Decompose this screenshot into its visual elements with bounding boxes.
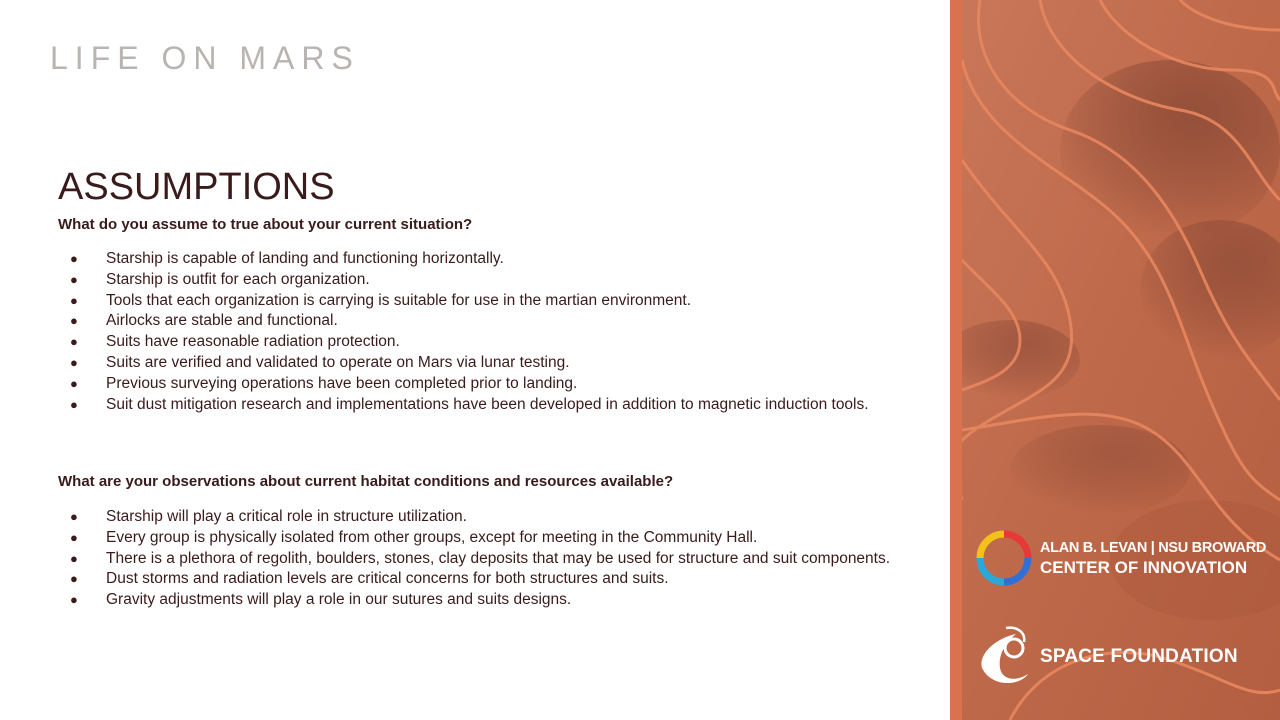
logo-line-1: ALAN B. LEVAN | NSU BROWARD [1040,540,1267,556]
list-item: ● Dust storms and radiation levels are critical concerns for both structures and suits. [58,569,908,590]
section-question: What are your observations about current habitat conditions and resources available? [58,473,674,490]
list-item: ● Tools that each organization is carrying is suitable for use in the martian environment. [58,291,908,312]
innovation-center-logo [976,530,1276,586]
page-title: ASSUMPTIONS [58,166,335,208]
list-item: ● Gravity adjustments will play a role in our sutures and suits designs. [58,590,908,611]
list-item: ● Starship is capable of landing and functioning horizontally. [58,249,908,270]
list-item: ● Airlocks are stable and functional. [58,311,908,332]
assumptions-list [58,249,908,415]
list-item: ● Previous surveying operations have been completed prior to landing. [58,374,908,395]
section-question: What do you assume to true about your current situation? [58,216,473,233]
logo-name: SPACE FOUNDATION [1040,646,1238,667]
orbit-swoosh-icon [976,624,1034,688]
space-foundation-logo [976,624,1276,688]
list-item: ● Every group is physically isolated from other groups, except for meeting in the Community Hall. [58,528,908,549]
mars-terrain-image [950,0,1280,720]
list-item: ● Suit dust mitigation research and implementations have been developed in addition to magnetic induction tools. [58,395,908,416]
list-item: ● Suits have reasonable radiation protection. [58,332,908,353]
brand-title: LIFE ON MARS [50,40,360,76]
mars-image-panel [950,0,1280,720]
list-item: ● There is a plethora of regolith, boulders, stones, clay deposits that may be used for structure and suit components. [58,549,908,570]
list-item: ● Starship is outfit for each organization. [58,270,908,291]
list-item: ● Starship will play a critical role in structure utilization. [58,507,908,528]
color-ring-icon [976,530,1032,586]
observations-list [58,507,908,611]
logo-line-2: CENTER OF INNOVATION [1040,558,1248,577]
list-item: ● Suits are verified and validated to operate on Mars via lunar testing. [58,353,908,374]
